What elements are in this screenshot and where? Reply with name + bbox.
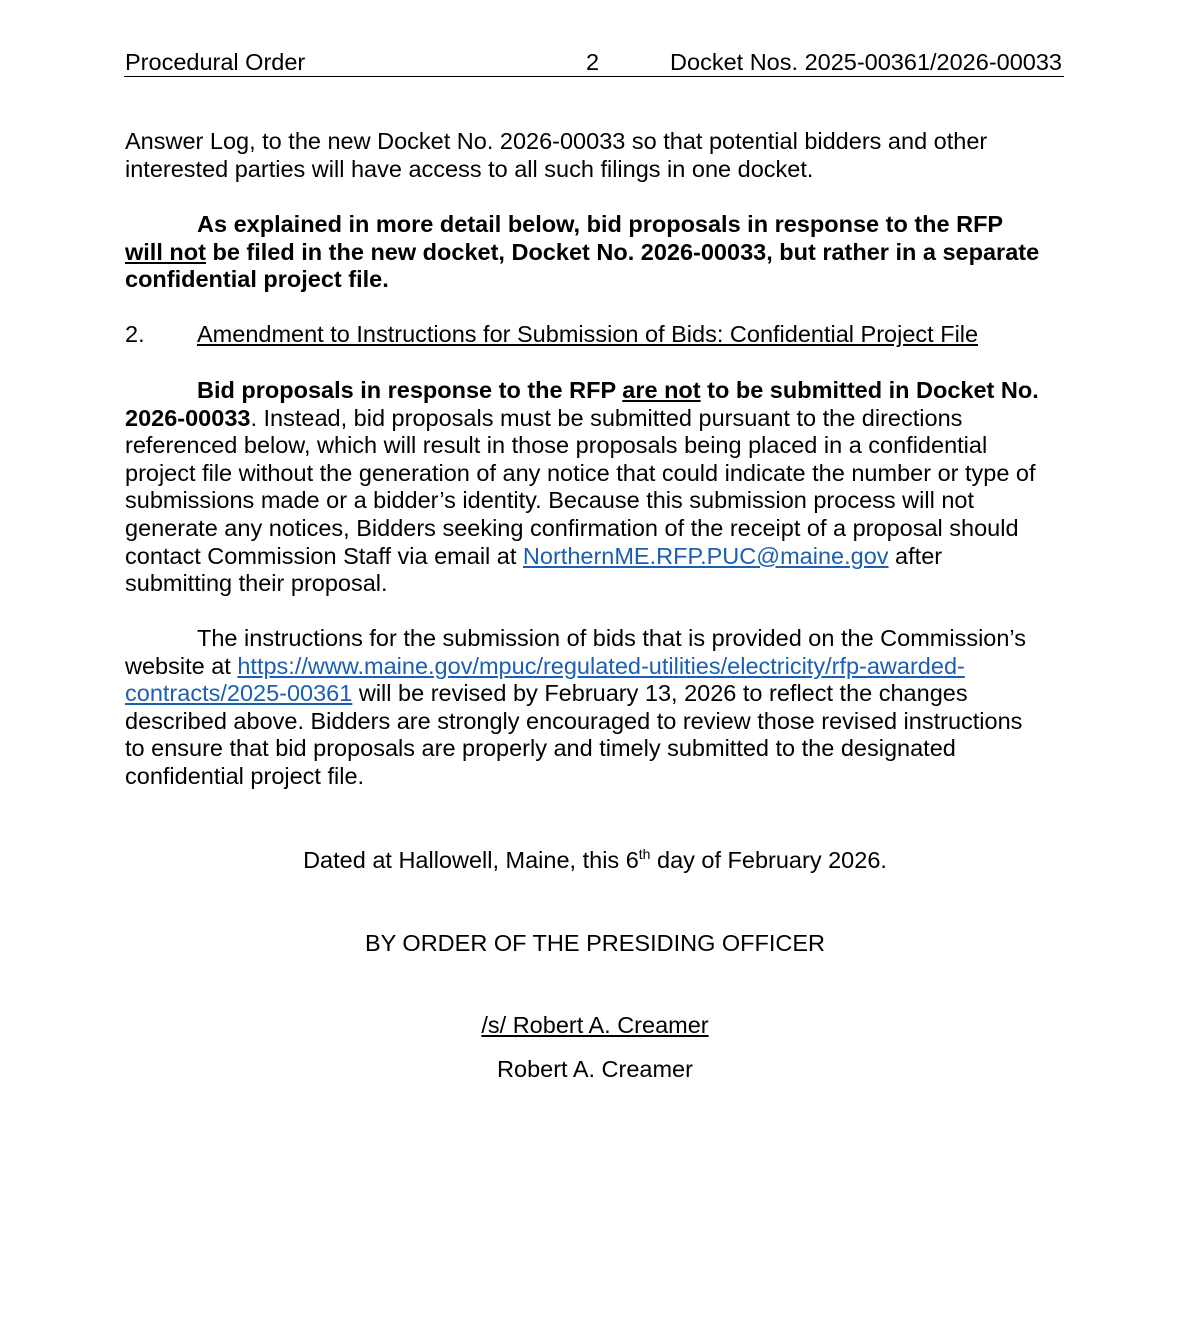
section-number: 2. (125, 321, 145, 347)
text-segment: be filed in the new docket, Docket No. 2026-00033, but rather in a separate (205, 238, 1040, 265)
dated-ordinal: th (638, 846, 651, 862)
text-line: to ensure that bid proposals are properly and timely submitted to the designated (125, 735, 956, 762)
docket-number-bold: 2026-00033 (125, 404, 251, 431)
text-line: interested parties will have access to all such filings in one docket. (125, 155, 814, 182)
text-segment: . Instead, bid proposals must be submitted pursuant to the directions (250, 404, 963, 431)
header-document-type: Procedural Order (125, 49, 306, 75)
header-page-number: 2 (586, 49, 600, 75)
section-heading-2 (125, 321, 1065, 349)
paragraph-instructions-revision (125, 625, 1065, 791)
rfp-url-link-part2[interactable]: contracts/2025-00361 (125, 680, 353, 707)
text-line (125, 405, 1065, 433)
emphasis-will-not: will not (125, 238, 206, 265)
text-segment: will be revised by February 13, 2026 to reflect the changes (352, 680, 968, 707)
text-line: Answer Log, to the new Docket No. 2026-00033 so that potential bidders and other (125, 128, 988, 154)
section-title: Amendment to Instructions for Submission of Bids: Confidential Project File (197, 321, 979, 347)
text-segment: Bid proposals in response to the RFP (197, 377, 623, 403)
text-segment: The instructions for the submission of bids that is provided on the Commission’s (197, 625, 1026, 651)
text-segment: to be submitted in Docket No. (700, 377, 1039, 403)
text-line: confidential project file. (125, 266, 389, 293)
text-line (125, 543, 1065, 571)
dated-line (0, 846, 1190, 874)
page-header (124, 46, 1064, 77)
text-line (125, 239, 1065, 267)
text-line (125, 680, 1065, 708)
text-segment: contact Commission Staff via email at (125, 542, 523, 569)
paragraph-bid-notice (125, 211, 1065, 294)
text-line: submitting their proposal. (125, 570, 388, 597)
text-line (125, 653, 1065, 681)
text-line: project file without the generation of any notice that could indicate the number or type of (125, 459, 1036, 486)
text-line: confidential project file. (125, 762, 365, 789)
signature-line (0, 1011, 1190, 1039)
emphasis-are-not: are not (622, 377, 701, 403)
text-line: generate any notices, Bidders seeking confirmation of the receipt of a proposal should (125, 514, 1019, 541)
dated-prefix: Dated at Hallowell, Maine, this 6 (303, 847, 639, 873)
header-docket-numbers: Docket Nos. 2025-00361/2026-00033 (670, 49, 1062, 75)
text-segment: website at (125, 652, 238, 679)
text-segment: after (888, 542, 943, 569)
text-line: referenced below, which will result in those proposals being placed in a confidential (125, 432, 988, 459)
text-line (125, 625, 1065, 653)
paragraph-submission-directions (125, 377, 1065, 598)
order-statement: BY ORDER OF THE PRESIDING OFFICER (364, 930, 826, 956)
text-line (125, 211, 1065, 239)
dated-suffix: day of February 2026. (650, 847, 887, 873)
text-line: submissions made or a bidder’s identity. Because this submission process will not (125, 487, 975, 514)
text-line: described above. Bidders are strongly encouraged to review those revised instructions (125, 707, 1023, 734)
email-link[interactable]: NorthernME.RFP.PUC@maine.gov (522, 542, 889, 569)
signature: /s/ Robert A. Creamer (481, 1012, 709, 1038)
paragraph-answer-log (125, 128, 1065, 183)
text-line (125, 377, 1065, 405)
rfp-url-link-part1[interactable]: https://www.maine.gov/mpuc/regulated-utilities/electricity/rfp-awarded- (237, 652, 965, 679)
signer-name: Robert A. Creamer (497, 1056, 693, 1082)
text-segment: As explained in more detail below, bid proposals in response to the RFP (197, 211, 1004, 237)
